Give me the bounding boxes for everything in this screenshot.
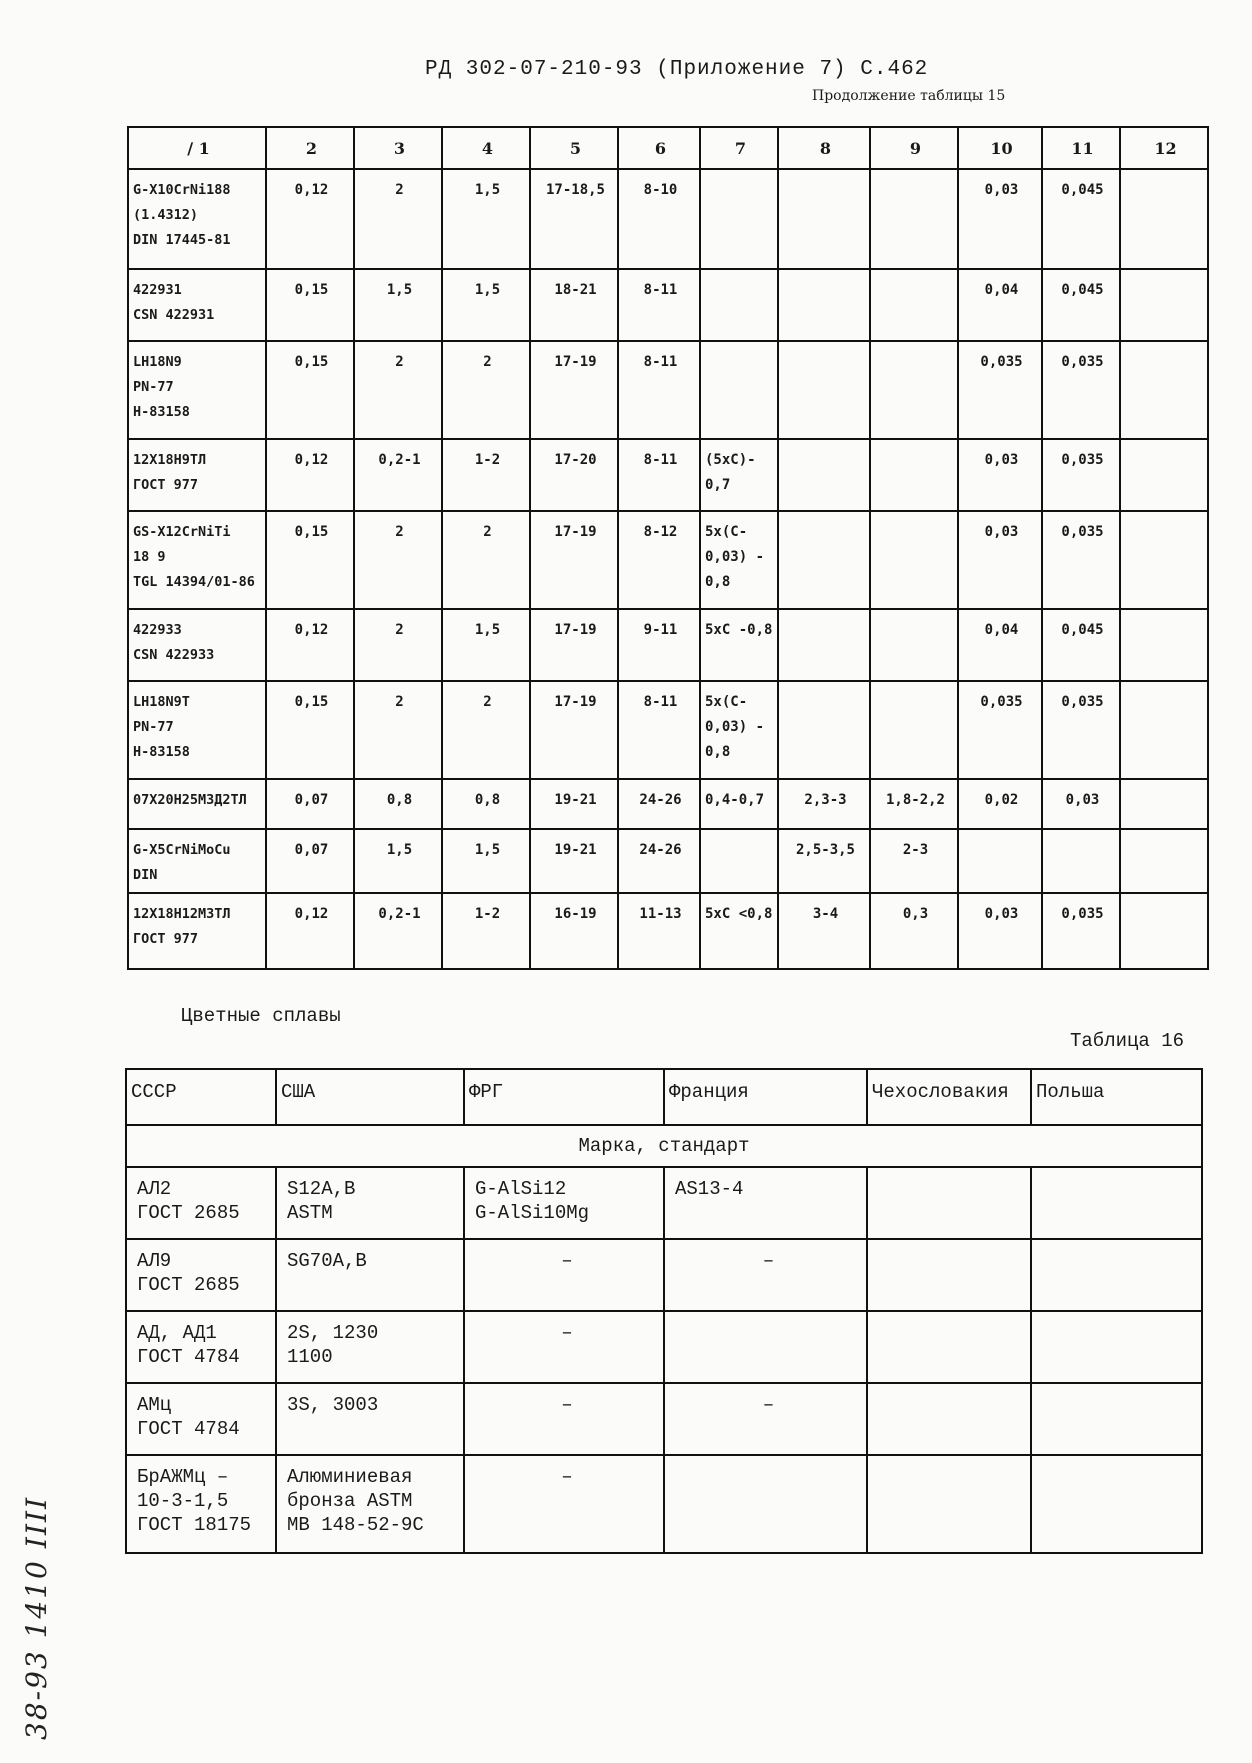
table-cell: 1,5 [354, 269, 442, 341]
table-cell [1031, 1167, 1202, 1239]
column-header: СССР [126, 1069, 276, 1125]
table-cell [867, 1455, 1031, 1553]
table-row [128, 169, 1208, 269]
table-cell: – [464, 1383, 664, 1455]
table-cell: 1,5 [442, 829, 530, 893]
table-cell: 0,035 [1042, 341, 1120, 439]
table-cell: SG70A,B [276, 1239, 464, 1311]
table-cell: 0,4-0,7 [700, 779, 778, 829]
table-cell [1120, 609, 1208, 681]
table-cell [1120, 511, 1208, 609]
table-cell: 9-11 [618, 609, 700, 681]
table-cell: 0,02 [958, 779, 1042, 829]
table-cell: 0,12 [266, 893, 354, 969]
table-cell: 1,5 [442, 269, 530, 341]
column-header: 2 [266, 127, 354, 169]
table-row [126, 1167, 1202, 1239]
table-cell [870, 609, 958, 681]
table-cell: 0,035 [958, 681, 1042, 779]
page-header: РД 302-07-210-93 (Приложение 7) С.462 [425, 58, 929, 81]
table-cell: 0,12 [266, 169, 354, 269]
table-cell: 24-26 [618, 829, 700, 893]
table-cell [867, 1383, 1031, 1455]
table-cell [958, 829, 1042, 893]
table-cell: 1,8-2,2 [870, 779, 958, 829]
table-row [128, 341, 1208, 439]
table-cell [664, 1455, 867, 1553]
table-cell: 0,03 [958, 893, 1042, 969]
table-cell: 8-10 [618, 169, 700, 269]
column-header: 10 [958, 127, 1042, 169]
table-row [128, 893, 1208, 969]
table-cell: 19-21 [530, 829, 618, 893]
material-grade-cell: 12Х18Н9ТЛ ГОСТ 977 [128, 439, 266, 511]
table-cell: 3S, 3003 [276, 1383, 464, 1455]
table-row [128, 511, 1208, 609]
table-cell: 0,15 [266, 269, 354, 341]
table-cell: 16-19 [530, 893, 618, 969]
table-continuation-label: Продолжение таблицы 15 [812, 88, 1006, 104]
table-cell: – [664, 1383, 867, 1455]
table-cell: 2 [354, 511, 442, 609]
table-cell [870, 681, 958, 779]
column-header: 4 [442, 127, 530, 169]
table-cell: 17-19 [530, 681, 618, 779]
material-grade-cell: 07Х20Н25М3Д2ТЛ [128, 779, 266, 829]
table-cell [1120, 341, 1208, 439]
table-cell: 24-26 [618, 779, 700, 829]
table-cell: 0,2-1 [354, 893, 442, 969]
table-cell: 2 [354, 681, 442, 779]
table-cell: 5xC -0,8 [700, 609, 778, 681]
table-row [128, 439, 1208, 511]
table-cell: – [464, 1239, 664, 1311]
table-cell: БрАЖМц – 10-3-1,5 ГОСТ 18175 [126, 1455, 276, 1553]
material-grade-cell: G-X5CrNiMoCu DIN [128, 829, 266, 893]
table-cell: 8-11 [618, 269, 700, 341]
table-cell: 0,03 [958, 169, 1042, 269]
table-cell: 1-2 [442, 893, 530, 969]
table-cell [778, 341, 870, 439]
table-cell: 1,5 [442, 169, 530, 269]
table-cell: 0,04 [958, 609, 1042, 681]
table-cell: AS13-4 [664, 1167, 867, 1239]
table-cell: 0,2-1 [354, 439, 442, 511]
table-cell: 2 [442, 511, 530, 609]
table-cell: 19-21 [530, 779, 618, 829]
table-cell: 0,03 [958, 511, 1042, 609]
table-cell: 5x(C- 0,03) - 0,8 [700, 681, 778, 779]
table-cell: 0,03 [1042, 779, 1120, 829]
column-header: 3 [354, 127, 442, 169]
table-cell: S12A,B ASTM [276, 1167, 464, 1239]
table-cell [778, 169, 870, 269]
section-caption: Цветные сплавы [181, 1005, 341, 1027]
table-row [126, 1239, 1202, 1311]
column-header: 6 [618, 127, 700, 169]
table-cell: 0,15 [266, 511, 354, 609]
column-header: 8 [778, 127, 870, 169]
table-cell: 17-18,5 [530, 169, 618, 269]
span-label: Марка, стандарт [126, 1125, 1202, 1167]
table-cell [870, 511, 958, 609]
column-header: 9 [870, 127, 958, 169]
column-header: 11 [1042, 127, 1120, 169]
table-cell: 17-19 [530, 609, 618, 681]
table-cell [1031, 1455, 1202, 1553]
table-cell [1120, 681, 1208, 779]
table-cell: АД, АД1 ГОСТ 4784 [126, 1311, 276, 1383]
table-cell: 2,3-3 [778, 779, 870, 829]
material-grade-cell: 12Х18Н12М3ТЛ ГОСТ 977 [128, 893, 266, 969]
table-cell: 2 [442, 341, 530, 439]
material-grade-cell: 422933 CSN 422933 [128, 609, 266, 681]
column-header: Польша [1031, 1069, 1202, 1125]
table-cell: 0,035 [1042, 439, 1120, 511]
table-cell: 0,035 [1042, 511, 1120, 609]
handwritten-margin-note: 38-93 1410 IIII [20, 1495, 53, 1740]
table-15 [127, 126, 1209, 970]
table-row [126, 1383, 1202, 1455]
table-cell: 5xC <0,8 [700, 893, 778, 969]
table-cell: – [464, 1311, 664, 1383]
table-16-caption: Таблица 16 [1070, 1030, 1185, 1052]
table-cell: – [464, 1455, 664, 1553]
table-cell [778, 269, 870, 341]
table-cell: 0,045 [1042, 609, 1120, 681]
table-cell: 2,5-3,5 [778, 829, 870, 893]
table-cell: 0,04 [958, 269, 1042, 341]
table-row [128, 269, 1208, 341]
table-cell: 0,035 [958, 341, 1042, 439]
table-cell [1120, 269, 1208, 341]
table-row [128, 779, 1208, 829]
table-cell: Алюминиевая бронза ASTM MB 148-52-9C [276, 1455, 464, 1553]
table-span-row [126, 1125, 1202, 1167]
table-cell [870, 169, 958, 269]
table-cell [870, 269, 958, 341]
table-cell: 1,5 [442, 609, 530, 681]
table-cell: G-AlSi12 G-AlSi10Mg [464, 1167, 664, 1239]
table-cell [1031, 1383, 1202, 1455]
table-cell: 2 [354, 609, 442, 681]
table-cell [700, 269, 778, 341]
table-cell: 8-12 [618, 511, 700, 609]
table-cell: 8-11 [618, 341, 700, 439]
table-cell [1042, 829, 1120, 893]
table-16 [125, 1068, 1203, 1554]
table-cell: 0,3 [870, 893, 958, 969]
table-cell: 5x(C- 0,03) - 0,8 [700, 511, 778, 609]
table-cell: 2 [354, 169, 442, 269]
table-cell: 17-19 [530, 511, 618, 609]
table-cell [778, 681, 870, 779]
table-cell: 0,045 [1042, 169, 1120, 269]
table-cell [778, 511, 870, 609]
table-cell [1120, 779, 1208, 829]
material-grade-cell: GS-X12CrNiTi 18 9 TGL 14394/01-86 [128, 511, 266, 609]
table-row [128, 829, 1208, 893]
table-cell [870, 341, 958, 439]
table-cell [700, 829, 778, 893]
column-header: ФРГ [464, 1069, 664, 1125]
material-grade-cell: G-X10CrNi188 (1.4312) DIN 17445-81 [128, 169, 266, 269]
table-cell: 2 [442, 681, 530, 779]
table-cell: 0,8 [442, 779, 530, 829]
table-cell [1120, 439, 1208, 511]
table-cell: 2S, 1230 1100 [276, 1311, 464, 1383]
column-header: 7 [700, 127, 778, 169]
table-cell: АМц ГОСТ 4784 [126, 1383, 276, 1455]
table-row [128, 609, 1208, 681]
table-cell [1120, 169, 1208, 269]
table-row [126, 1311, 1202, 1383]
table-cell: 0,035 [1042, 681, 1120, 779]
table-cell [1120, 893, 1208, 969]
table-header-row [126, 1069, 1202, 1125]
table-cell: АЛ9 ГОСТ 2685 [126, 1239, 276, 1311]
table-cell: 0,045 [1042, 269, 1120, 341]
material-grade-cell: 422931 CSN 422931 [128, 269, 266, 341]
table-cell: 0,07 [266, 779, 354, 829]
table-cell: 17-19 [530, 341, 618, 439]
table-cell: 8-11 [618, 681, 700, 779]
table-cell: 0,12 [266, 609, 354, 681]
column-header: США [276, 1069, 464, 1125]
table-cell: 1,5 [354, 829, 442, 893]
table-cell: (5xC)- 0,7 [700, 439, 778, 511]
column-header: Чехословакия [867, 1069, 1031, 1125]
table-cell: 0,035 [1042, 893, 1120, 969]
column-header: 5 [530, 127, 618, 169]
table-cell [778, 439, 870, 511]
table-cell [1031, 1239, 1202, 1311]
column-header: ∕ 1 [128, 127, 266, 169]
table-cell [870, 439, 958, 511]
table-cell [700, 169, 778, 269]
table-cell [867, 1239, 1031, 1311]
table-cell: – [664, 1239, 867, 1311]
table-cell [1120, 829, 1208, 893]
column-header: 12 [1120, 127, 1208, 169]
table-cell: 2-3 [870, 829, 958, 893]
table-cell [867, 1311, 1031, 1383]
table-row [128, 681, 1208, 779]
table-cell: 0,03 [958, 439, 1042, 511]
table-cell: 0,8 [354, 779, 442, 829]
table-row [126, 1455, 1202, 1553]
table-cell: 3-4 [778, 893, 870, 969]
table-cell: 2 [354, 341, 442, 439]
table-cell: 11-13 [618, 893, 700, 969]
column-header: Франция [664, 1069, 867, 1125]
table-cell: 0,15 [266, 681, 354, 779]
table-cell [867, 1167, 1031, 1239]
table-cell: АЛ2 ГОСТ 2685 [126, 1167, 276, 1239]
table-cell [700, 341, 778, 439]
table-cell [664, 1311, 867, 1383]
table-cell: 0,15 [266, 341, 354, 439]
table-cell: 1-2 [442, 439, 530, 511]
table-cell: 17-20 [530, 439, 618, 511]
table-cell: 8-11 [618, 439, 700, 511]
table-cell [778, 609, 870, 681]
material-grade-cell: LH18N9T PN-77 H-83158 [128, 681, 266, 779]
material-grade-cell: LH18N9 PN-77 H-83158 [128, 341, 266, 439]
table-cell: 0,07 [266, 829, 354, 893]
table-cell: 0,12 [266, 439, 354, 511]
table-header-row [128, 127, 1208, 169]
table-cell [1031, 1311, 1202, 1383]
table-cell: 18-21 [530, 269, 618, 341]
